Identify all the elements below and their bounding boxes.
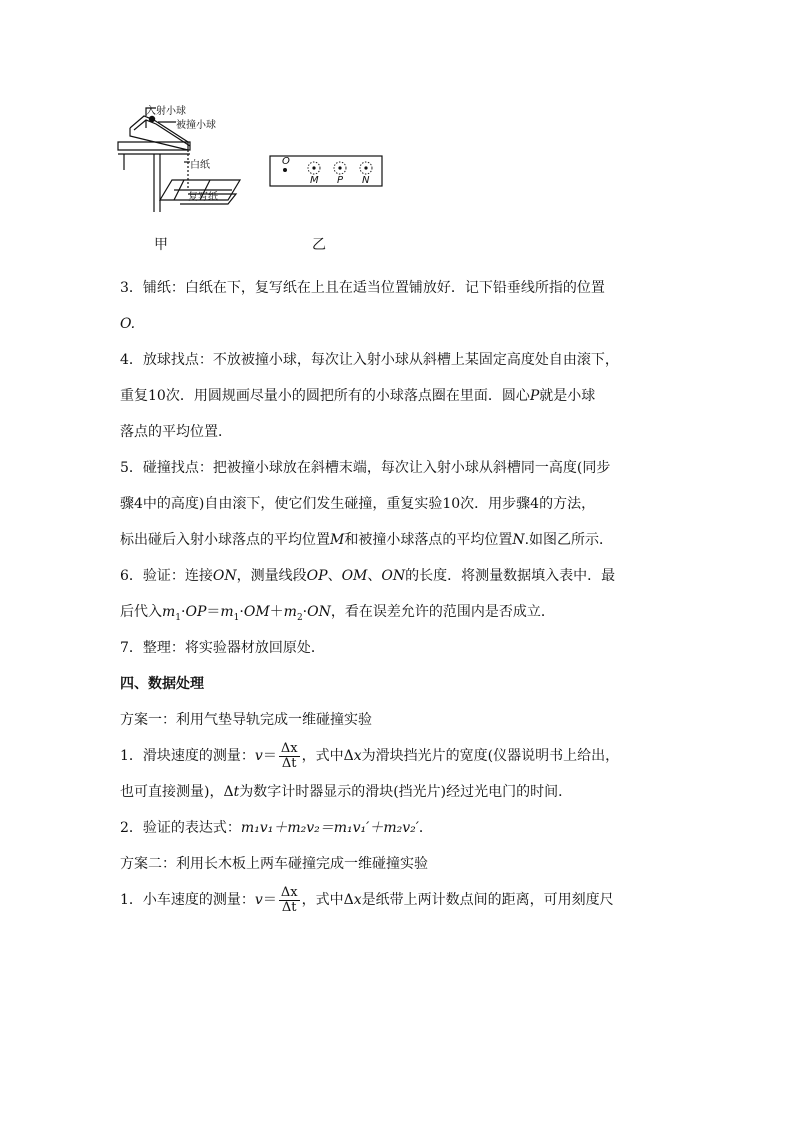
var-p: P [529,388,540,404]
body-text [120,270,680,918]
target-ball-label: 被撞小球 [176,120,216,131]
white-paper-label: 白纸 [190,160,210,171]
var-n: N [512,532,525,548]
step4-line2: 重复10次．用圆规画尽量小的圆把所有的小球落点圈在里面．圆心P就是小球 [120,388,596,404]
fraction-dx-dt: $\frac{\Delta x}{\Delta t}$ [280,740,298,771]
experiment-figure [110,100,410,260]
plan2-line1: 1．小车速度的测量：v＝ $\frac{\Delta x}{\Delta t}$ ，式中Δx是纸带上两计数点间的距离，可用刻度尺 [120,884,614,915]
step6-line1: 6．验证：连接ON，测量线段OP、OM、ON的长度．将测量数据填入表中．最 [120,568,616,584]
caption-yi: 乙 [312,237,326,253]
var-m: M [330,532,345,548]
step5-line1: 5．碰撞找点：把被撞小球放在斜槽末端，每次让入射小球从斜槽同一高度(同步 [120,460,611,476]
formula-momentum: m₁v₁＋m₂v₂＝m₁v₁′＋m₂v₂′ [240,820,419,836]
point-m-label: M [310,175,319,186]
point-p-label: P [337,175,344,186]
plan2-title: 方案二：利用长木板上两车碰撞完成一维碰撞实验 [120,856,428,872]
point-o-label: O [282,156,290,167]
plan1-line2: 也可直接测量)，Δt为数字计时器显示的滑块(挡光片)经过光电门的时间． [120,784,573,800]
fraction-dx-dt-2: $\frac{\Delta x}{\Delta t}$ [280,884,298,915]
step5-line3: 标出碰后入射小球落点的平均位置M和被撞小球落点的平均位置N.如图乙所示． [120,532,614,548]
step3-line2: O. [120,316,136,332]
section-heading-4: 四、数据处理 [120,676,204,692]
step4-line1: 4．放球找点：不放被撞小球，每次让入射小球从斜槽上某固定高度处自由滚下， [120,352,619,368]
point-n-label: N [362,175,370,186]
step4-line3: 落点的平均位置． [120,424,232,440]
step3-line1: 3．铺纸：白纸在下，复写纸在上且在适当位置铺放好．记下铅垂线所指的位置 [120,280,605,296]
step6-line2: 后代入$m_1\cdot OP=m_1\cdot OM+m_2\cdot ON$，看在误差允许的范围内是否成立． [120,604,555,623]
step5-line2: 骤4中的高度)自由滚下，使它们发生碰撞，重复实验10次．用步骤4的方法， [120,496,596,512]
caption-jia: 甲 [154,237,168,253]
incident-ball-label: 入射小球 [146,106,186,117]
plan1-line3: 2．验证的表达式：m₁v₁＋m₂v₂＝m₁v₁′＋m₂v₂′． [120,820,433,836]
plan1-title: 方案一：利用气垫导轨完成一维碰撞实验 [120,712,372,728]
plan1-line1: 1．滑块速度的测量：v＝ $\frac{\Delta x}{\Delta t}$ ，式中Δx为滑块挡光片的宽度(仪器说明书上给出， [120,740,620,771]
carbon-paper-label: 复写纸 [188,192,218,203]
step7: 7．整理：将实验器材放回原处． [120,640,325,656]
